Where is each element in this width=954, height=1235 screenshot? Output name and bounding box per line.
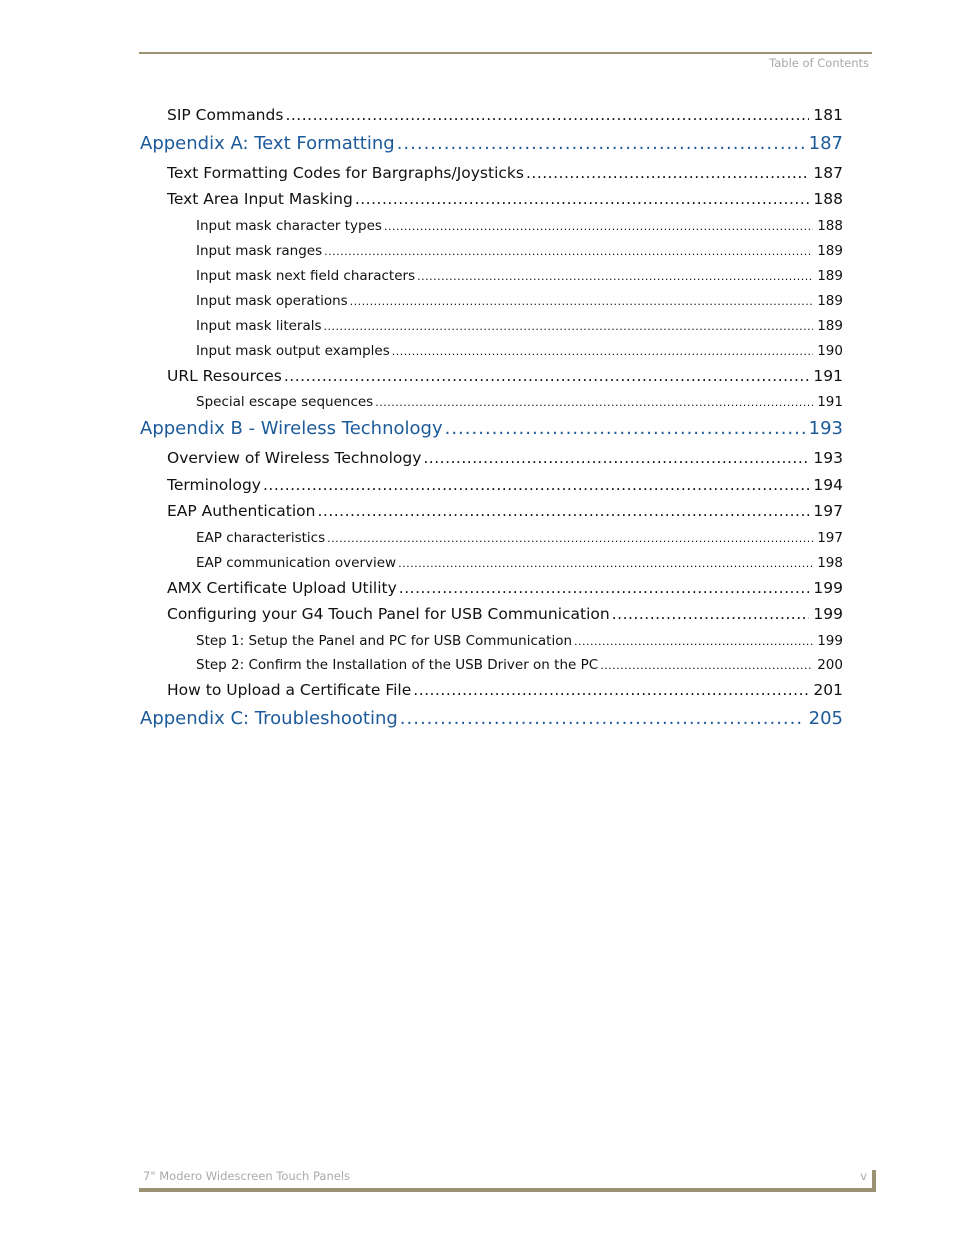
toc-leader-dots bbox=[445, 418, 805, 439]
toc-leader-dots bbox=[324, 320, 814, 333]
toc-entry-label: Input mask output examples bbox=[196, 343, 390, 359]
toc-entry[interactable] bbox=[196, 243, 843, 263]
toc-leader-dots bbox=[350, 295, 814, 308]
toc-entry[interactable] bbox=[196, 394, 843, 414]
toc-entry-label: AMX Certificate Upload Utility bbox=[167, 579, 397, 597]
toc-entry-page: 200 bbox=[817, 657, 843, 673]
toc-leader-dots bbox=[413, 681, 809, 699]
toc-entry-page: 194 bbox=[813, 476, 843, 494]
toc-entry-label: Input mask operations bbox=[196, 293, 348, 309]
toc-entry[interactable] bbox=[196, 293, 843, 313]
toc-entry-label: Appendix B - Wireless Technology bbox=[140, 418, 443, 439]
toc-leader-dots bbox=[375, 396, 813, 409]
toc-entry-page: 197 bbox=[817, 530, 843, 546]
toc-leader-dots bbox=[526, 164, 809, 182]
toc-entry-page: 189 bbox=[817, 293, 843, 309]
toc-leader-dots bbox=[285, 106, 809, 124]
toc-leader-dots bbox=[384, 220, 813, 233]
toc-leader-dots bbox=[317, 502, 809, 520]
toc-entry[interactable] bbox=[196, 318, 843, 338]
toc-entry[interactable] bbox=[167, 476, 843, 498]
toc-entry-label: Step 1: Setup the Panel and PC for USB Communication bbox=[196, 633, 573, 649]
toc-leader-dots bbox=[392, 345, 813, 358]
footer-accent bbox=[872, 1170, 876, 1190]
toc-entry-label: EAP characteristics bbox=[196, 530, 326, 546]
toc-leader-dots bbox=[612, 605, 810, 623]
toc-entry-label: How to Upload a Certificate File bbox=[167, 681, 412, 699]
toc-entry-page: 189 bbox=[817, 243, 843, 259]
toc-entry[interactable] bbox=[196, 343, 843, 363]
toc-entry[interactable] bbox=[196, 530, 843, 550]
toc-entry[interactable] bbox=[167, 367, 843, 389]
toc-entry[interactable] bbox=[167, 190, 843, 212]
toc-entry-page: 188 bbox=[817, 218, 843, 234]
toc-entry-label: Appendix A: Text Formatting bbox=[140, 133, 395, 154]
toc-entry[interactable] bbox=[167, 681, 843, 703]
toc-entry[interactable] bbox=[196, 555, 843, 575]
toc-entry-page: 191 bbox=[813, 367, 843, 385]
toc-entry-page: 197 bbox=[813, 502, 843, 520]
toc-entry-page: 187 bbox=[808, 133, 843, 154]
toc-entry-page: 187 bbox=[813, 164, 843, 182]
toc-entry-label: Appendix C: Troubleshooting bbox=[140, 708, 398, 729]
toc-entry-label: Input mask next field characters bbox=[196, 268, 416, 284]
toc-leader-dots bbox=[327, 532, 813, 545]
toc-leader-dots bbox=[263, 476, 809, 494]
toc-entry[interactable] bbox=[167, 449, 843, 471]
toc-entry-label: Step 2: Confirm the Installation of the USB Driver on the PC bbox=[196, 657, 599, 673]
toc-entry-appendix[interactable] bbox=[140, 133, 843, 157]
toc-entry-page: 193 bbox=[813, 449, 843, 467]
toc-leader-dots bbox=[355, 190, 810, 208]
toc-entry-label: Input mask character types bbox=[196, 218, 382, 234]
toc-entry-page: 189 bbox=[817, 268, 843, 284]
toc-entry-label: Text Area Input Masking bbox=[167, 190, 353, 208]
toc-entry[interactable] bbox=[196, 633, 843, 653]
toc-entry-page: 189 bbox=[817, 318, 843, 334]
toc-entry-label: EAP Authentication bbox=[167, 502, 316, 520]
toc-entry[interactable] bbox=[167, 605, 843, 627]
toc-entry-page: 188 bbox=[813, 190, 843, 208]
toc-entry-page: 190 bbox=[817, 343, 843, 359]
toc-entry[interactable] bbox=[167, 164, 843, 186]
header-rule bbox=[139, 52, 872, 54]
footer-document-title: 7" Modero Widescreen Touch Panels bbox=[143, 1169, 351, 1183]
toc-entry-appendix[interactable] bbox=[140, 418, 843, 442]
toc-leader-dots bbox=[284, 367, 810, 385]
toc-leader-dots bbox=[398, 557, 813, 570]
toc-entry-page: 181 bbox=[813, 106, 843, 124]
toc-leader-dots bbox=[417, 270, 813, 283]
toc-leader-dots bbox=[324, 245, 813, 258]
toc-entry-page: 201 bbox=[813, 681, 843, 699]
toc-entry[interactable] bbox=[196, 268, 843, 288]
toc-entry-page: 193 bbox=[808, 418, 843, 439]
toc-leader-dots bbox=[399, 579, 810, 597]
toc-entry-label: Configuring your G4 Touch Panel for USB Communication bbox=[167, 605, 610, 623]
toc-entry[interactable] bbox=[167, 106, 843, 128]
toc-leader-dots bbox=[423, 449, 809, 467]
toc-leader-dots bbox=[400, 708, 805, 729]
toc-entry-page: 199 bbox=[813, 605, 843, 623]
toc-entry-label: Text Formatting Codes for Bargraphs/Joysticks bbox=[167, 164, 524, 182]
toc-entry-label: Overview of Wireless Technology bbox=[167, 449, 422, 467]
toc-leader-dots bbox=[397, 133, 805, 154]
footer-rule bbox=[139, 1188, 876, 1192]
toc-entry[interactable] bbox=[196, 218, 843, 238]
footer-page-number: v bbox=[860, 1169, 867, 1183]
toc-entry-page: 198 bbox=[817, 555, 843, 571]
toc-leader-dots bbox=[574, 635, 813, 648]
header-section-title: Table of Contents bbox=[769, 56, 869, 70]
toc-entry-label: URL Resources bbox=[167, 367, 282, 385]
toc-entry-label: Input mask literals bbox=[196, 318, 322, 334]
toc-entry-label: EAP communication overview bbox=[196, 555, 397, 571]
toc-entry-label: Terminology bbox=[167, 476, 261, 494]
toc-leader-dots bbox=[600, 659, 813, 672]
toc-entry[interactable] bbox=[167, 579, 843, 601]
toc-entry-page: 191 bbox=[817, 394, 843, 410]
toc-entry-label: Special escape sequences bbox=[196, 394, 374, 410]
toc-entry-page: 199 bbox=[813, 579, 843, 597]
toc-entry[interactable] bbox=[196, 657, 843, 677]
toc-entry-label: Input mask ranges bbox=[196, 243, 323, 259]
toc-entry-page: 205 bbox=[808, 708, 843, 729]
toc-entry-page: 199 bbox=[817, 633, 843, 649]
toc-entry-label: SIP Commands bbox=[167, 106, 284, 124]
toc-entry-appendix[interactable] bbox=[140, 708, 843, 732]
toc-entry[interactable] bbox=[167, 502, 843, 524]
